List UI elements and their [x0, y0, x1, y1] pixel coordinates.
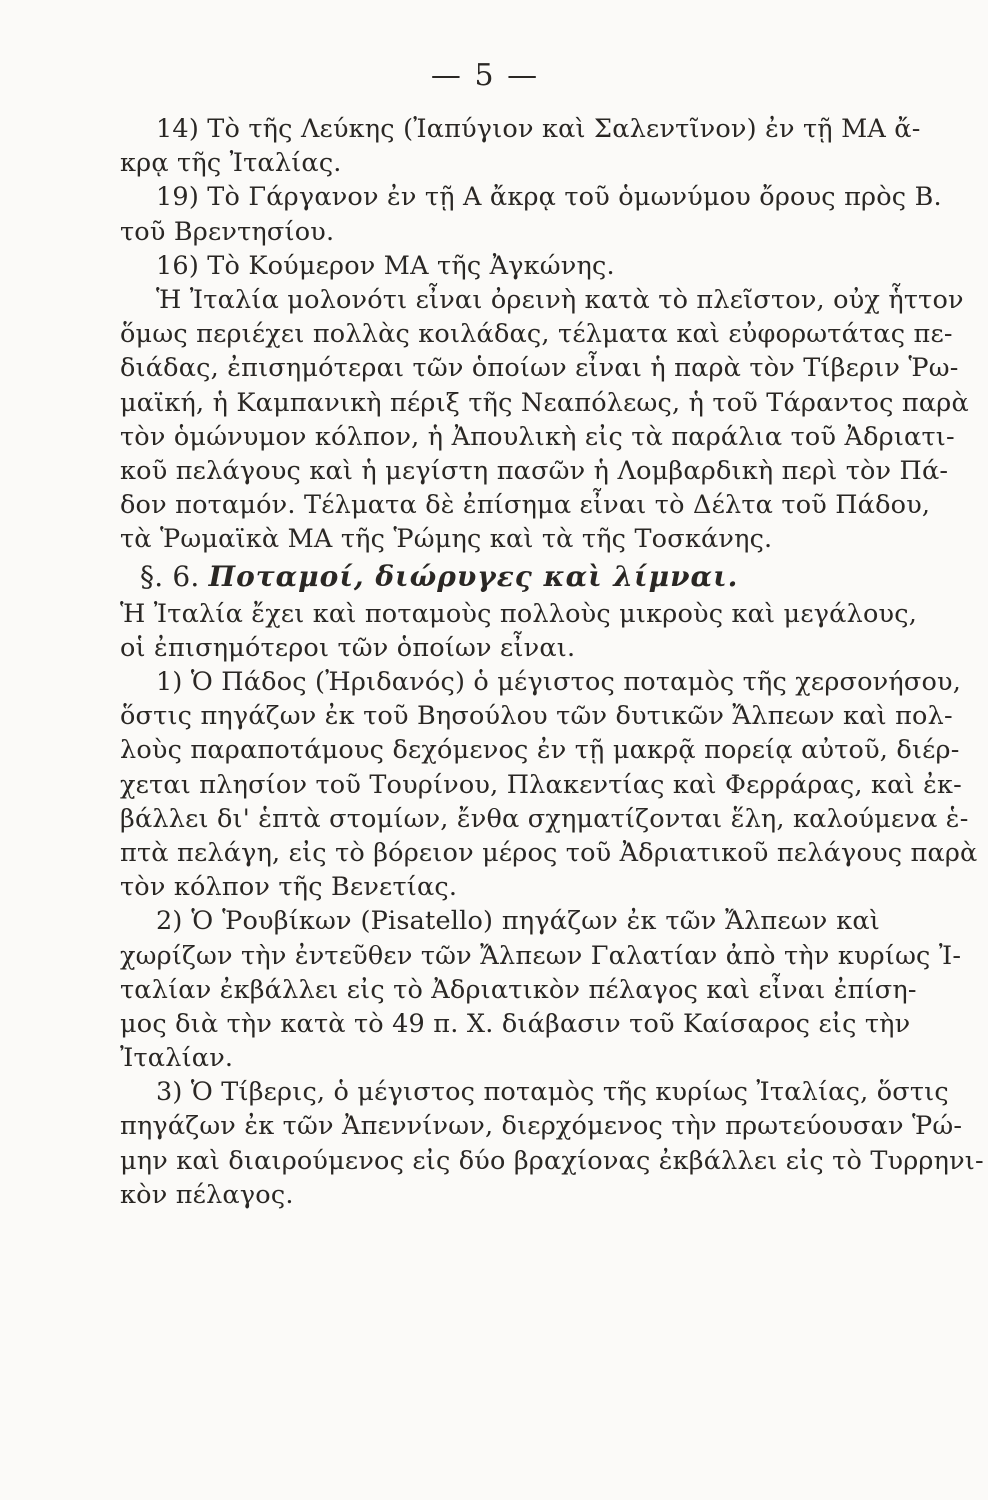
text-line: λοὺς παραποτάμους δεχόμενος ἐν τῇ μακρᾷ πορείᾳ αὐτοῦ, διέρ- [120, 735, 960, 766]
section-number: §. 6. [140, 560, 200, 594]
text-line: κρᾳ τῆς Ἰταλίας. [120, 148, 342, 179]
text-line: τὰ Ῥωμαϊκὰ ΜΑ τῆς Ῥώμης καὶ τὰ τῆς Τοσκάνης. [120, 524, 773, 555]
text-line: 1) Ὁ Πάδος (Ἠριδανός) ὁ μέγιστος ποταμὸς τῆς χερσονήσου, [156, 667, 962, 697]
paragraph-group-1 [120, 112, 969, 556]
main-text [120, 112, 984, 1212]
text-line: τοῦ Βρεντησίου. [120, 216, 335, 247]
text-line: διάδας, ἐπισημότεραι τῶν ὁποίων εἶναι ἡ παρὰ τὸν Τίβεριν Ῥω- [120, 353, 959, 384]
text-line: 16) Τὸ Κούμερον ΜΑ τῆς Ἀγκώνης. [156, 250, 615, 281]
text-line: 19) Τὸ Γάργανον ἐν τῇ Α ἄκρᾳ τοῦ ὁμωνύμου ὄρους πρὸς Β. [156, 182, 942, 213]
text-line: 14) Τὸ τῆς Λεύκης (Ἰαπύγιον καὶ Σαλεντῖνον) ἐν τῇ ΜΑ ἄ- [156, 114, 921, 144]
text-line: 3) Ὁ Τίβερις, ὁ μέγιστος ποταμὸς τῆς κυρίως Ἰταλίας, ὅστις [156, 1077, 949, 1108]
paragraph-group-2 [120, 597, 984, 1212]
text-line: χωρίζων τὴν ἐντεῦθεν τῶν Ἄλπεων Γαλατίαν ἀπὸ τὴν κυρίως Ἰ- [120, 940, 962, 971]
text-line: μαϊκή, ἡ Καμπανικὴ πέριξ τῆς Νεαπόλεως, ἡ τοῦ Τάραντος παρὰ [120, 387, 969, 418]
text-line: μος διὰ τὴν κατὰ τὸ 49 π. Χ. διάβασιν τοῦ Καίσαρος εἰς τὴν [120, 1008, 911, 1039]
text-line: βάλλει δι' ἑπτὰ στομίων, ἔνθα σχηματίζονται ἕλη, καλούμενα ἑ- [120, 803, 969, 834]
text-line: μην καὶ διαιρούμενος εἰς δύο βραχίονας ἐκβάλλει εἰς τὸ Τυρρηνι- [120, 1145, 984, 1176]
text-line: τὸν κόλπον τῆς Βενετίας. [120, 872, 458, 903]
text-line: 2) Ὁ Ῥουβίκων (Pisatello) πηγάζων ἐκ τῶν Ἄλπεων καὶ [156, 906, 880, 937]
text-line: κὸν πέλαγος. [120, 1179, 294, 1210]
section-title: Ποταμοί, διώρυγες καὶ λίμναι. [208, 560, 739, 594]
text-line: ταλίαν ἐκβάλλει εἰς τὸ Ἀδριατικὸν πέλαγος καὶ εἶναι ἐπίση- [120, 974, 917, 1005]
text-line: πηγάζων ἐκ τῶν Ἀπεννίνων, διερχόμενος τὴν πρωτεύουσαν Ῥώ- [120, 1111, 963, 1142]
text-line: πτὰ πελάγη, εἰς τὸ βόρειον μέρος τοῦ Ἀδριατικοῦ πελάγους παρὰ [120, 837, 978, 868]
page-number: — 5 — [430, 58, 540, 93]
text-line: Ἡ Ἰταλία μολονότι εἶναι ὀρεινὴ κατὰ τὸ πλεῖστον, οὐχ ἧττον [156, 284, 964, 315]
text-line: τὸν ὁμώνυμον κόλπον, ἡ Ἀπουλικὴ εἰς τὰ παράλια τοῦ Ἀδριατι- [120, 421, 955, 452]
text-line: χεται πλησίον τοῦ Τουρίνου, Πλακεντίας καὶ Φερράρας, καὶ ἐκ- [120, 769, 962, 800]
text-line: Ἡ Ἰταλία ἔχει καὶ ποταμοὺς πολλοὺς μικροὺς καὶ μεγάλους, [120, 598, 917, 629]
text-line: οἱ ἐπισημότεροι τῶν ὁποίων εἶναι. [120, 632, 576, 663]
text-line: ὅστις πηγάζων ἐκ τοῦ Βησούλου τῶν δυτικῶν Ἄλπεων καὶ πολ- [120, 701, 953, 732]
text-line: ὅμως περιέχει πολλὰς κοιλάδας, τέλματα καὶ εὐφορωτάτας πε- [120, 319, 953, 350]
text-line: δον ποταμόν. Τέλματα δὲ ἐπίσημα εἶναι τὸ Δέλτα τοῦ Πάδου, [120, 490, 931, 521]
text-line: κοῦ πελάγους καὶ ἡ μεγίστη πασῶν ἡ Λομβαρδικὴ περὶ τὸν Πά- [120, 455, 949, 486]
text-line: Ἰταλίαν. [120, 1043, 234, 1074]
section-heading [120, 560, 880, 594]
